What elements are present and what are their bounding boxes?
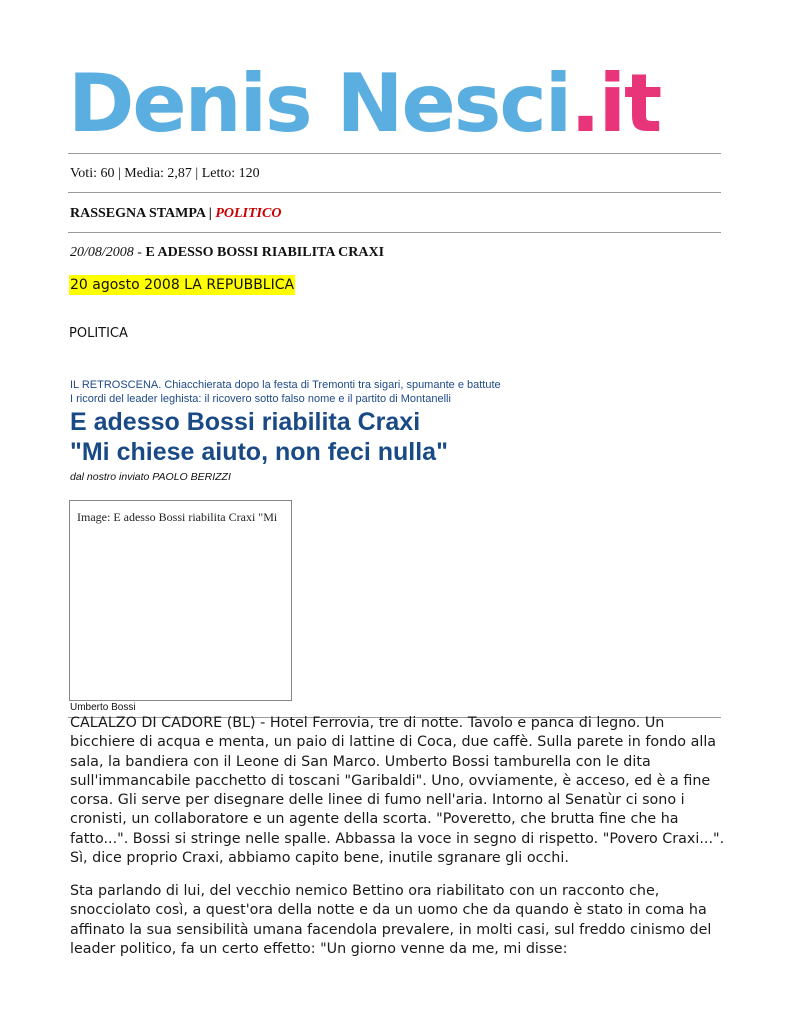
politica-label: POLITICA: [69, 326, 128, 341]
article-image-placeholder: [69, 500, 292, 701]
section-label: RASSEGNA STAMPA |: [70, 206, 216, 221]
site-logo[interactable]: [68, 57, 661, 150]
divider: [68, 232, 721, 233]
rating-meta: Voti: 60 | Media: 2,87 | Letto: 120: [70, 166, 260, 181]
section-header: [70, 206, 281, 222]
article-headline: [70, 245, 384, 261]
image-alt-text: Image: E adesso Bossi riabilita Craxi "Mi: [77, 510, 278, 524]
logo-main-text: Denis Nesci: [68, 57, 571, 150]
headline-title: E ADESSO BOSSI RIABILITA CRAXI: [145, 245, 385, 260]
divider: [68, 153, 721, 154]
logo-dot: .: [570, 57, 599, 150]
image-caption: Umberto Bossi: [70, 702, 136, 713]
headline-separator: -: [133, 245, 146, 260]
article-paragraph: Sta parlando di lui, del vecchio nemico Bettino ora riabilitato con un racconto che, snocciolato così, a quest'ora della notte e da un uomo che da quando è stato in coma ha affinato la sua sensibilità umana facendola prevalere, in molti casi, sul freddo cinismo del leader politico, fa un certo effetto: "Un giorno venne da me, mi disse:: [70, 883, 712, 957]
article-title: [70, 407, 448, 467]
article-date: 20/08/2008: [70, 245, 134, 260]
source-highlight: 20 agosto 2008 LA REPUBBLICA: [70, 277, 295, 293]
kicker-line: I ricordi del leader leghista: il ricovero sotto falso nome e il partito di Montanelli: [70, 393, 451, 405]
article-paragraph: CALALZO DI CADORE (BL) - Hotel Ferrovia, tre di notte. Tavolo e panca di legno. Un bicchiere di acqua e menta, un paio di lattine di Coca, due caffè. Sulla parete in fondo alla sala, la bandiera con il Leone di San Marco. Umberto Bossi tamburella con le dita sull'immancabile pacchetto di toscani "Garibaldi". Uno, ovviamente, è acceso, ed è a fine corsa. Gli serve per disegnare delle linee di fumo nell'aria. Intorno al Senatùr ci sono i cronisti, un collaboratore e un agente della scorta. "Poveretto, che brutta fine che ha fatto...". Bossi si stringe nelle spalle. Abbassa la voce in segno di rispetto. "Povero Craxi...". Sì, dice proprio Craxi, abbiamo capito bene, inutile sgranare gli occhi.: [70, 715, 725, 867]
article-kicker: [70, 378, 501, 406]
category-link[interactable]: POLITICO: [215, 206, 282, 221]
divider: [68, 192, 721, 193]
title-line: "Mi chiese aiuto, non feci nulla": [70, 438, 448, 466]
title-line: E adesso Bossi riabilita Craxi: [70, 408, 421, 436]
logo-tld: it: [598, 57, 661, 150]
kicker-line: IL RETROSCENA. Chiacchierata dopo la festa di Tremonti tra sigari, spumante e battute: [70, 379, 501, 391]
article-byline: dal nostro inviato PAOLO BERIZZI: [70, 471, 231, 483]
